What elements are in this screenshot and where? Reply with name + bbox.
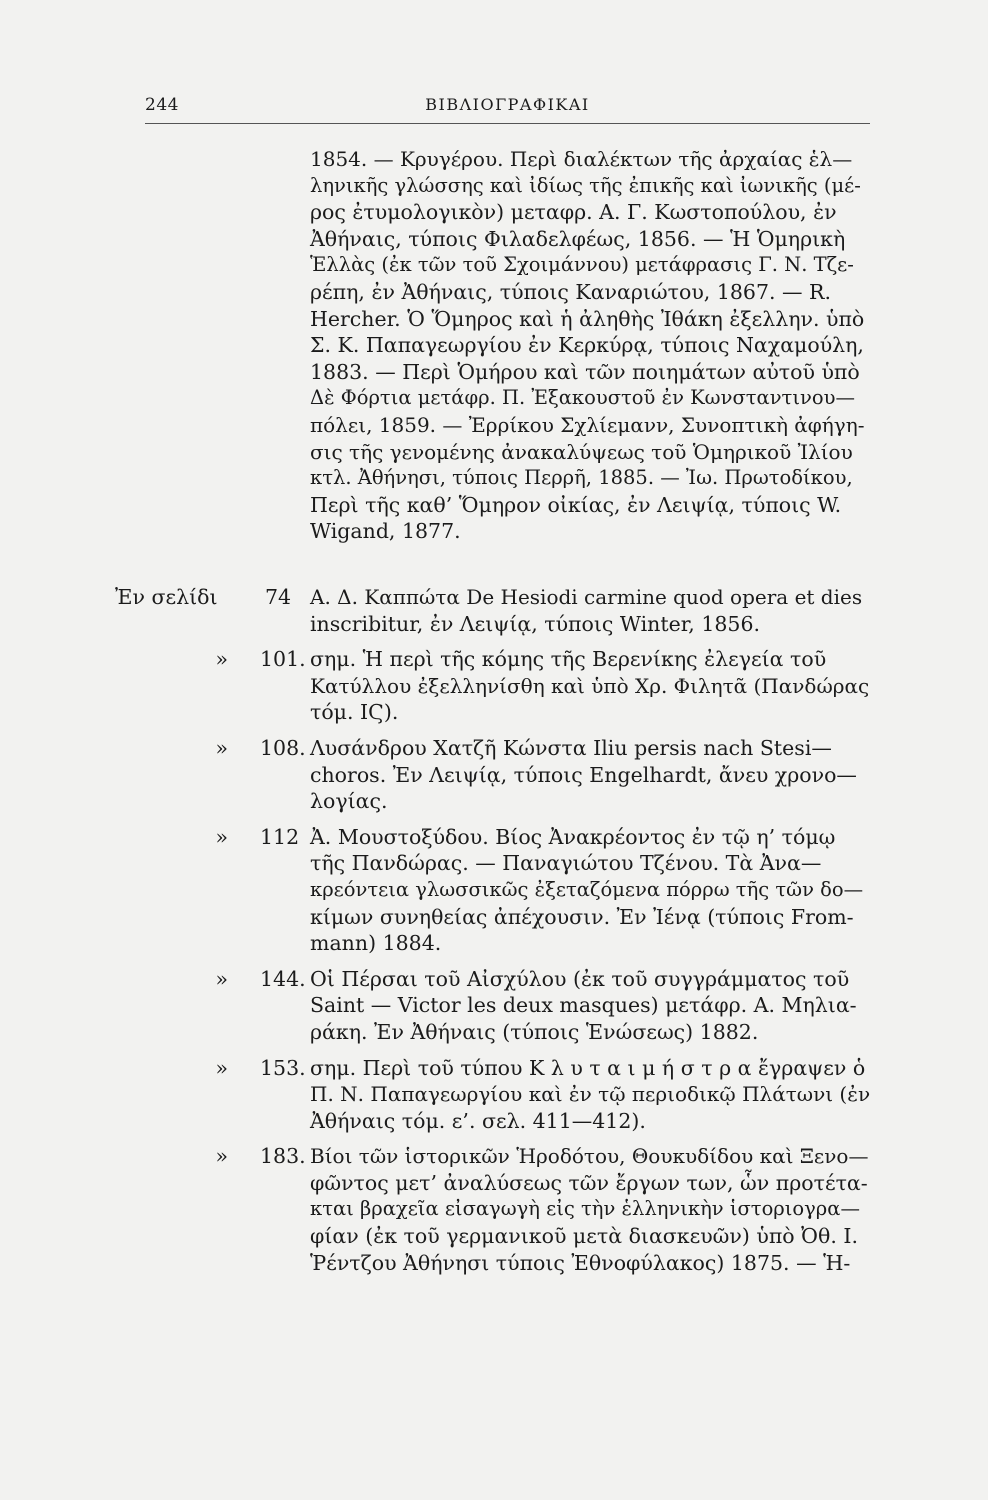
text-line: choros. Ἐν Λειψίᾳ, τύποις Engelhardt, ἄνευ χρονο—: [310, 762, 857, 787]
lead-entry: [310, 146, 865, 545]
text-line: τῆς Πανδώρας. — Παναγιώτου Τζένου. Τὰ Ἀνα—: [310, 851, 822, 876]
page-header: [145, 95, 870, 123]
text-line: Saint — Victor les deux masques) μετάφρ. Α. Μηλια-: [310, 993, 857, 1018]
text-line: σημ. Περὶ τοῦ τύπου Κ λ υ τ α ι μ ή σ τ ρ α ἔγραψεν ὁ: [310, 1055, 866, 1080]
entry-text: [310, 966, 870, 1046]
text-line: κρεόντεια γλωσσικῶς ἐξεταζόμενα πόρρω τῆς τῶν δο—: [310, 877, 864, 901]
entry-text: [310, 646, 870, 726]
page-reference: [115, 1055, 306, 1082]
ditto-mark: »: [215, 647, 228, 672]
reference-page-number: 153.: [260, 1055, 306, 1080]
reference-page-number: 101.: [260, 647, 306, 672]
reference-page-number: 108.: [260, 735, 306, 760]
text-line: κται βραχεῖα εἰσαγωγὴ εἰς τὴν ἑλληνικὴν ἱστοριογρα—: [310, 1197, 860, 1221]
header-rule: [145, 123, 870, 124]
entry-text: [310, 584, 870, 637]
ditto-mark: »: [215, 1144, 228, 1169]
text-line: Οἱ Πέρσαι τοῦ Αἰσχύλου (ἐκ τοῦ συγγράμματος τοῦ: [310, 966, 850, 991]
text-line: Α. Δ. Καππώτα De Hesiodi carmine quod opera et dies: [310, 585, 863, 609]
text-line: Κατύλλου ἐξελληνίσθη καὶ ὑπὸ Χρ. Φιλητᾶ (Πανδώρας: [310, 673, 870, 698]
page-reference-list: [115, 584, 870, 1285]
page-reference: [115, 824, 300, 851]
page-reference: [115, 1143, 306, 1170]
text-line: φῶντος μετ’ ἀναλύσεως τῶν ἔργων των, ὧν προτέτα-: [310, 1170, 868, 1195]
text-line: κτλ. Ἀθήνησι, τύποις Περρῆ, 1885. — Ἰω. Πρωτοδίκου,: [310, 466, 853, 490]
text-line: πόλει, 1859. — Ἐρρίκου Σχλίεμανν, Συνοπτικὴ ἀφήγη-: [310, 412, 865, 437]
ditto-mark: »: [215, 824, 228, 849]
entry-text: [310, 1055, 870, 1135]
ditto-mark: »: [215, 1055, 228, 1080]
text-line: ράκη. Ἐν Ἀθήναις (τύποις Ἑνώσεως) 1882.: [310, 1019, 759, 1044]
ditto-mark: »: [215, 966, 228, 991]
text-line: Βίοι τῶν ἱστορικῶν Ἡροδότου, Θουκυδίδου καὶ Ξενο—: [310, 1144, 869, 1169]
text-line: 1854. — Κρυγέρου. Περὶ διαλέκτων τῆς ἀρχαίας ἑλ—: [310, 147, 853, 171]
text-line: φίαν (ἐκ τοῦ γερμανικοῦ μετὰ διασκευῶν) ὑπὸ Ὀθ. Ι.: [310, 1224, 858, 1249]
text-line: ρέπη, ἐν Ἀθήναις, τύποις Καναριώτου, 1867. — R.: [310, 279, 831, 304]
text-line: ληνικῆς γλώσσης καὶ ἰδίως τῆς ἐπικῆς καὶ ἰωνικῆς (μέ-: [310, 173, 861, 197]
entry-text: [310, 824, 870, 957]
page-reference-entry: [115, 735, 870, 815]
text-line: Π. Ν. Παπαγεωργίου καὶ ἐν τῷ περιοδικῷ Πλάτωνι (ἐν: [310, 1082, 871, 1107]
text-line: Σ. Κ. Παπαγεωργίου ἐν Κερκύρᾳ, τύποις Ναχαμούλη,: [310, 333, 864, 358]
text-line: mann) 1884.: [310, 931, 442, 956]
page-reference-entry: [115, 584, 870, 637]
text-line: inscribitur, ἐν Λειψίᾳ, τύποις Winter, 1856.: [310, 611, 761, 636]
entry-text: [310, 735, 870, 815]
reference-page-number: 74: [265, 585, 292, 609]
text-line: Ἑλλὰς (ἐκ τῶν τοῦ Σχοιμάννου) μετάφρασις Γ. Ν. Τζε-: [310, 253, 854, 277]
text-line: Δὲ Φόρτια μετάφρ. Π. Ἐξακουστοῦ ἐν Κωνσταντινου—: [310, 386, 855, 410]
text-line: Wigand, 1877.: [310, 519, 461, 544]
page-number: 244: [145, 95, 179, 115]
page-reference-entry: [115, 1055, 870, 1135]
page-reference: [115, 966, 306, 993]
page-reference-entry: [115, 646, 870, 726]
text-line: σις τῆς γενομένης ἀνακαλύψεως τοῦ Ὁμηρικοῦ Ἰλίου: [310, 439, 853, 464]
ditto-mark: »: [215, 735, 228, 760]
page-reference-entry: [115, 824, 870, 957]
text-line: Ἀ. Μουστοξύδου. Βίος Ἀνακρέοντος ἐν τῷ η’ τόμῳ: [310, 824, 836, 849]
reference-page-number: 183.: [260, 1144, 306, 1169]
text-line: σημ. Ἡ περὶ τῆς κόμης τῆς Βερενίκης ἐλεγεία τοῦ: [310, 647, 827, 672]
text-line: Ῥέντζου Ἀθήνησι τύποις Ἐθνοφύλακος) 1875. — Ἡ-: [310, 1250, 851, 1275]
text-line: τόμ. ΙϚ).: [310, 700, 399, 725]
page-reference: [115, 646, 306, 673]
text-line: Λυσάνδρου Χατζῆ Κώνστα Iliu persis nach Stesi—: [310, 735, 832, 760]
page-reference: [115, 735, 306, 762]
text-line: Ἀθήναις, τύποις Φιλαδελφέως, 1856. — Ἡ Ὁμηρικὴ: [310, 226, 846, 251]
reference-label: Ἐν σελίδι: [115, 585, 218, 609]
text-line: κίμων συνηθείας ἀπέχουσιν. Ἐν Ἰένᾳ (τύποις From-: [310, 904, 854, 929]
reference-page-number: 144.: [260, 966, 306, 991]
text-line: λογίας.: [310, 789, 388, 814]
text-line: 1883. — Περὶ Ὁμήρου καὶ τῶν ποιημάτων αὐτοῦ ὑπὸ: [310, 359, 860, 384]
text-line: ρος ἐτυμολογικὸν) μεταφρ. Α. Γ. Κωστοπούλου, ἐν: [310, 200, 837, 225]
page-reference-entry: [115, 966, 870, 1046]
reference-page-number: 112: [260, 824, 300, 849]
text-line: Hercher. Ὁ Ὅμηρος καὶ ἡ ἀληθὴς Ἰθάκη ἐξελλην. ὑπὸ: [310, 306, 865, 331]
page-reference: [115, 584, 295, 611]
running-title: ΒΙΒΛΙΟΓΡΑΦΙΚΑΙ: [425, 95, 590, 114]
entry-text: [310, 1143, 870, 1276]
text-line: Ἀθήναις τόμ. ε’. σελ. 411—412).: [310, 1108, 646, 1133]
text-line: Περὶ τῆς καθ’ Ὅμηρον οἰκίας, ἐν Λειψίᾳ, τύποις W.: [310, 492, 842, 517]
page-reference-entry: [115, 1143, 870, 1276]
